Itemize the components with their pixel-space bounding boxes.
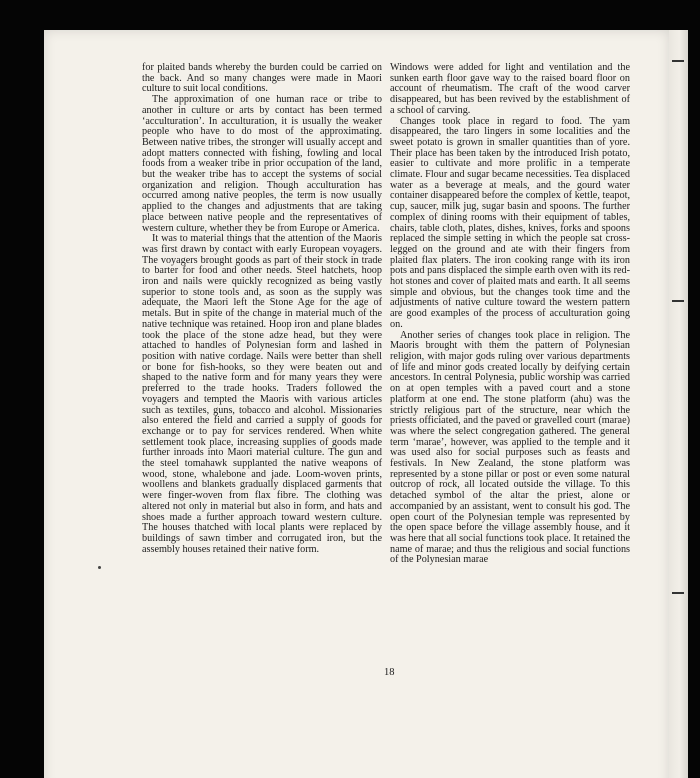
- paragraph: Another series of changes took place in religion. The Maoris brought with them the pattern of Polynesian religion, with major gods ruling over various departments of life and minor gods created locally by deifying certain ancestors. In central Polynesia, public worship was carried on at open temples with a paved court and a stone platform at one end. The stone platform (ahu) was the strictly religious part of the structure, near which the priests officiated, and the paved or gravelled court (marae) was where the select congregation gathered. The general term ‘marae’, however, was applied to the temple and it was used also for social purposes such as feasts and festivals. In New Zealand, the stone platform was represented by a stone pillar or post or even some natural outcrop of rock, all located outside the village. To this detached symbol of the altar the priest, alone or accompanied by an assistant, went to consult his god. The open court of the Polynesian temple was represented by the open space before the village assembly house, and it was here that all social functions took place. It retained the name of marae; and thus the religious and social functions of the Polynesian marae: [390, 329, 630, 566]
- page-stack-edge: [669, 30, 688, 778]
- edge-mark: [672, 592, 684, 594]
- left-column: [142, 63, 382, 555]
- right-column: [390, 63, 630, 566]
- page-number: 18: [384, 667, 395, 678]
- paragraph: The approximation of one human race or tribe to another in culture or arts by contact has been termed ‘acculturation’. In acculturation, it is usually the weaker people who have to do most of the approximating. Between native tribes, the stronger will usually accept and adopt matters connected with fishing, fowling and local foods from a weaker tribe in prior occupation of the land, but the weaker tribe has to accept the systems of social organization and religion. Though acculturation has occurred among native peoples, the term is now usually applied to the changes and adjustments that are taking place between native people and the representatives of western culture, whether they be from Europe or America.: [142, 94, 382, 234]
- paragraph: Changes took place in regard to food. The yam disappeared, the taro lingers in some localities and the sweet potato is grown in smaller quantities than of yore. Their place has been taken by the introduced Irish potato, easier to cultivate and more prolific in a temperate climate. Flour and sugar became necessities. Tea displaced water as a beverage at meals, and the gourd water container disappeared before the complex of kettle, teapot, cup, saucer, milk jug, sugar basin and spoons. The further complex of dining rooms with their equipment of tables, chairs, table cloth, plates, dishes, knives, forks and spoons replaced the simple setting in which the people sat cross-legged on the ground and ate with their fingers from plaited flax platers. The iron cooking range with its iron pots and pans displaced the simple earth oven with its red-hot stones and cover of plaited mats and earth. It all seems simple and obvious, but the changes took time and the adjustments of native culture toward the western pattern are good examples of the process of acculturation going on.: [390, 115, 630, 330]
- paper-speck: [98, 566, 101, 569]
- edge-mark: [672, 300, 684, 302]
- edge-mark: [672, 60, 684, 62]
- paragraph: Windows were added for light and ventilation and the sunken earth floor gave way to the raised board floor on account of rheumatism. The craft of the wood carver disappeared, but has been revived by the establishment of a school of carving.: [390, 62, 630, 116]
- paragraph: It was to material things that the attention of the Maoris was first drawn by contact with early European voyagers. The voyagers brought goods as part of their stock in trade to barter for food and other needs. Steel hatchets, hoop iron and nails were quickly recognized as being vastly superior to stone tools and, as soon as the supply was adequate, the Maori left the Stone Age for the age of metals. But in spite of the change in material much of the native technique was retained. Hoop iron and plane blades took the place of the stone adze head, but they were attached to handles of Polynesian form and lashed in position with native cordage. Nails were better than shell or bone for fish-hooks, so they were beaten out and shaped to the native form and for many years they were preferred to the trade hooks. Traders followed the voyagers and tempted the Maoris with various articles such as textiles, guns, tobacco and alcohol. Missionaries also entered the field and carried a supply of goods for exchange or to pay for services rendered. When white settlement took place, increasing supplies of goods made further inroads into Maori material culture. The gun and the steel tomahawk supplanted the native weapons of wood, stone, whalebone and jade. Loom-woven prints, woollens and blankets gradually displaced garments that were finger-woven from flax fibre. The clothing was altered not only in material but also in form, and hats and shoes made a further approach toward western culture. The houses thatched with local plants were replaced by buildings of sawn timber and corrugated iron, but the assembly houses retained their native form.: [142, 233, 382, 555]
- paragraph: for plaited bands whereby the burden could be carried on the back. And so many changes were made in Maori culture to suit local conditions.: [142, 62, 382, 95]
